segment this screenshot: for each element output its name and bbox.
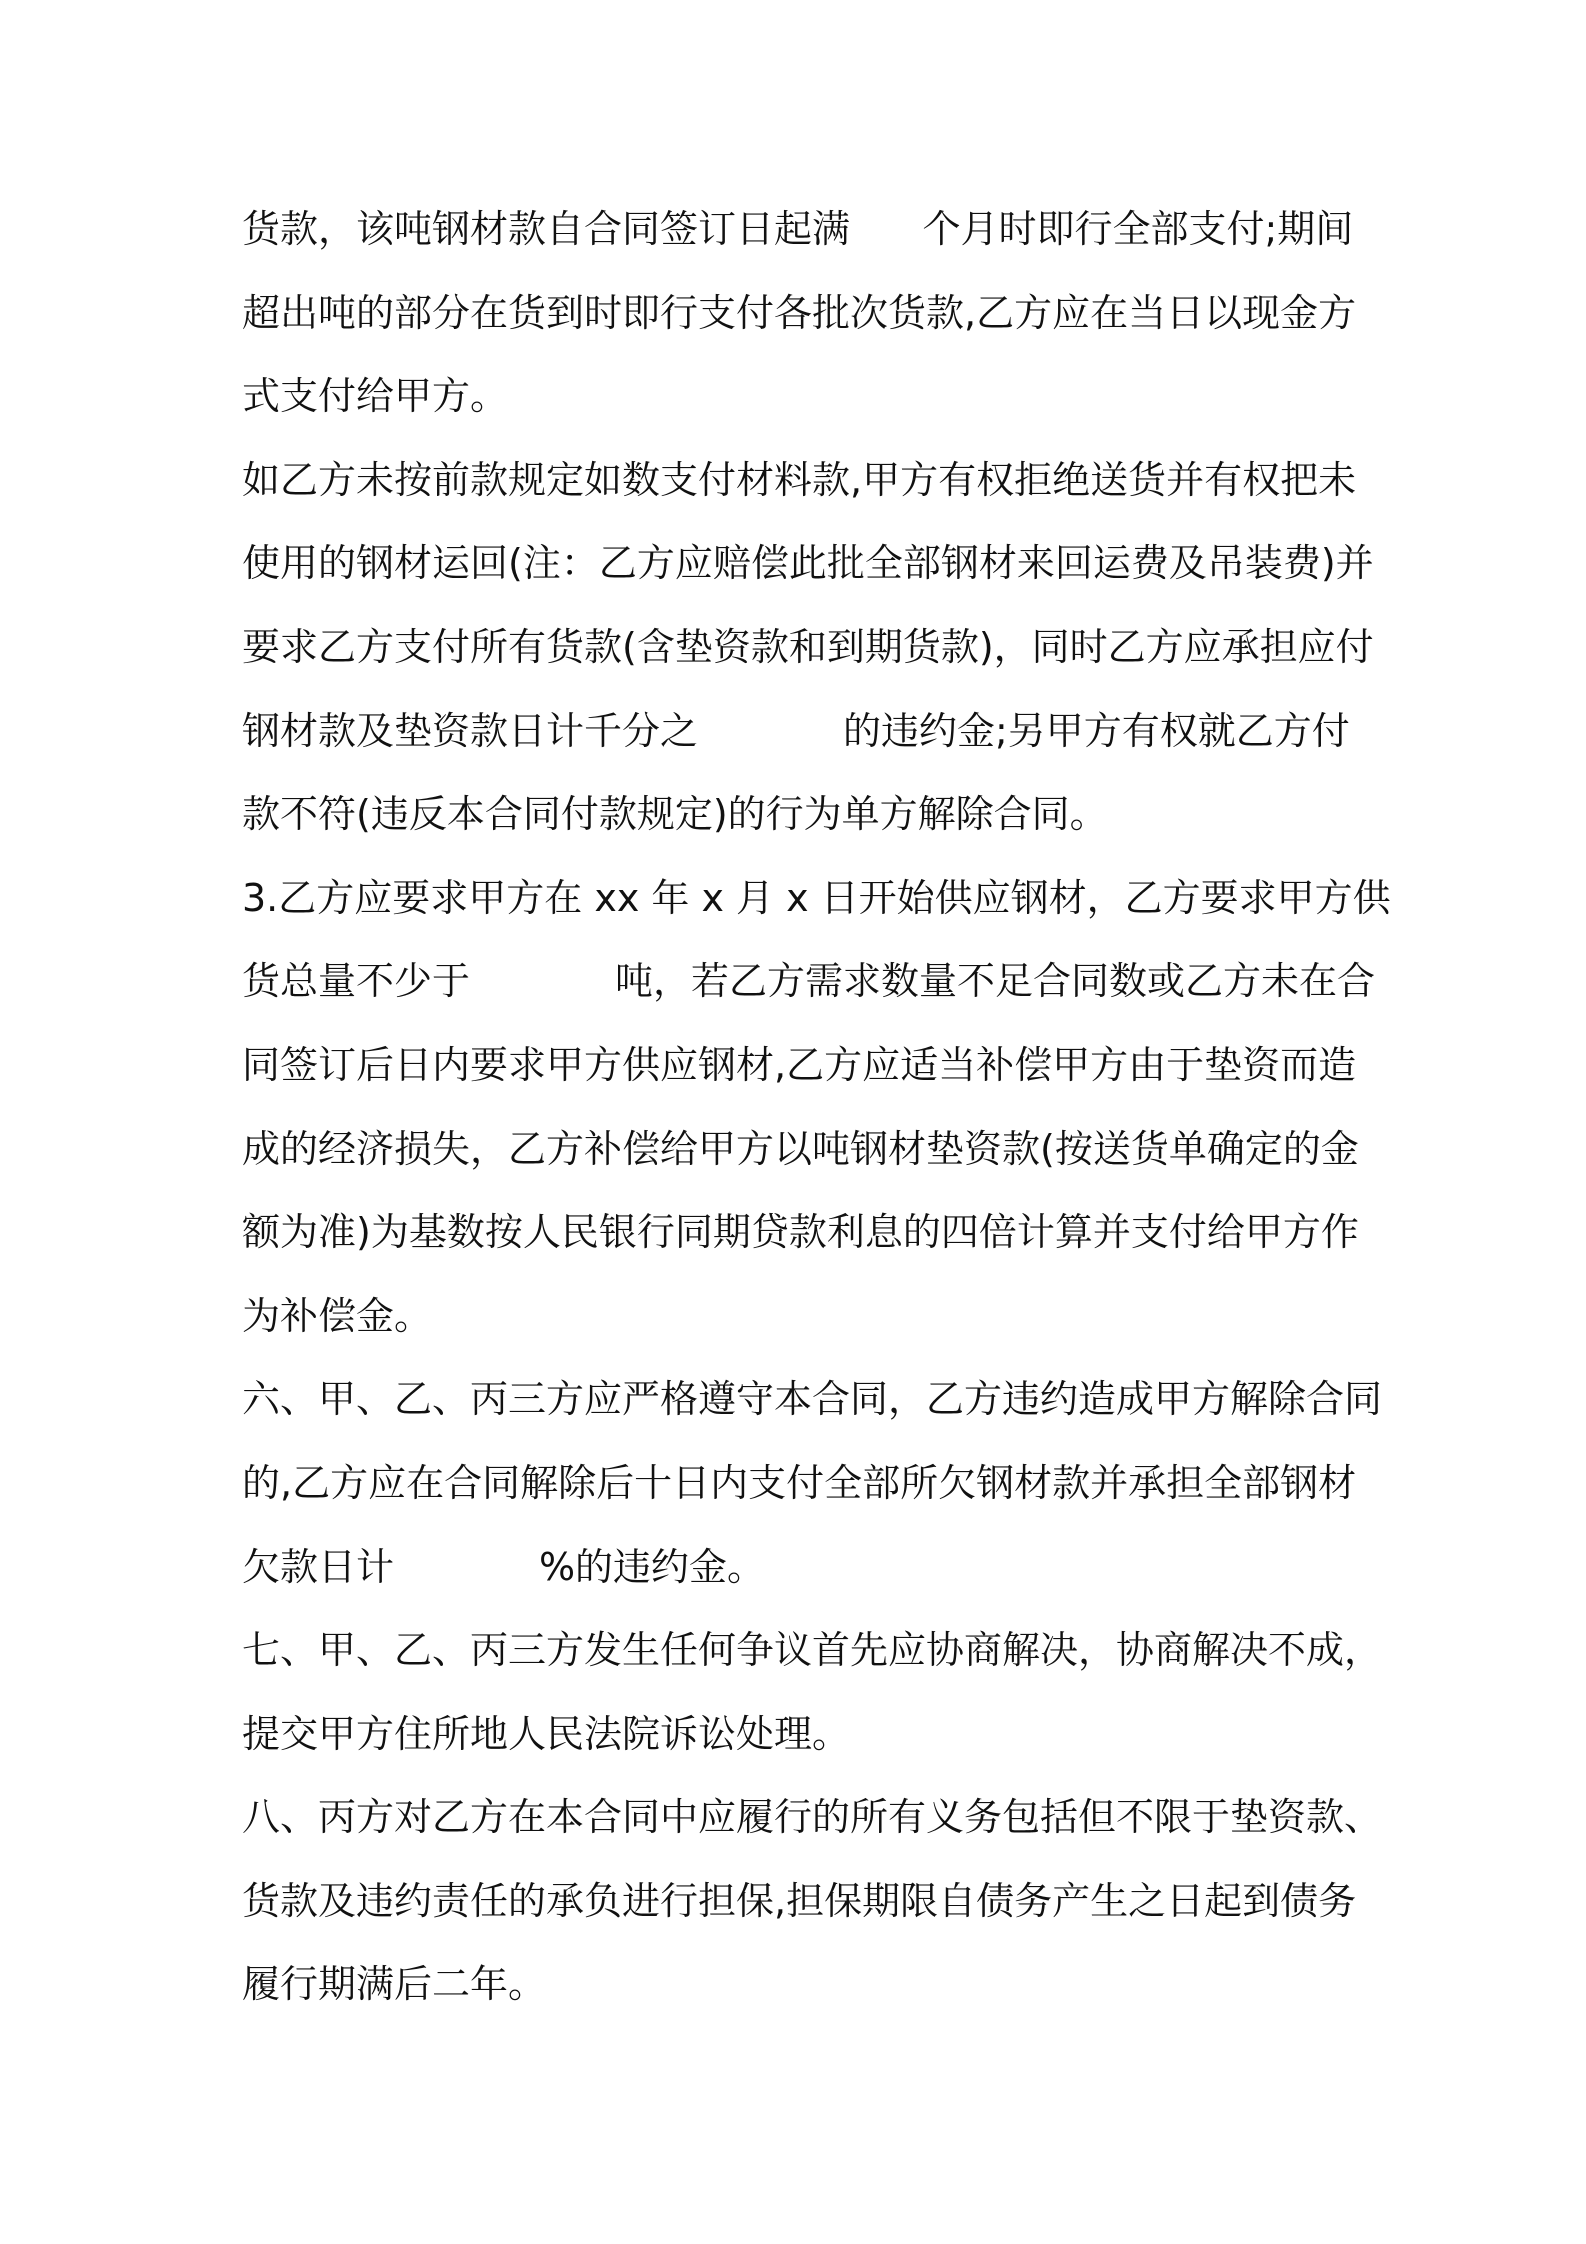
text-line: 款不符(违反本合同付款规定)的行为单方解除合同。	[242, 792, 1108, 837]
text-line: 如乙方未按前款规定如数支付材料款,甲方有权拒绝送货并有权把未	[242, 457, 1357, 502]
text-line: 要求乙方支付所有货款(含垫资款和到期货款)，同时乙方应承担应付	[242, 624, 1374, 669]
text-line: 为补偿金。	[242, 1293, 433, 1338]
text-line: 使用的钢材运回(注：乙方应赔偿此批全部钢材来回运费及吊装费)并	[242, 541, 1374, 586]
text-line: 的,乙方应在合同解除后十日内支付全部所欠钢材款并承担全部钢材	[242, 1460, 1357, 1505]
text-line: 提交甲方住所地人民法院诉讼处理。	[242, 1711, 851, 1756]
text-line: 货款及违约责任的承负进行担保,担保期限自债务产生之日起到债务	[242, 1878, 1357, 1923]
text-line: 七、甲、乙、丙三方发生任何争议首先应协商解决，协商解决不成，	[242, 1628, 1383, 1673]
text-line: 六、甲、乙、丙三方应严格遵守本合同，乙方违约造成甲方解除合同	[242, 1377, 1383, 1422]
text-line: 货款，该吨钢材款自合同签订日起满 个月时即行全部支付;期间	[242, 207, 1354, 251]
text-line: 同签订后日内要求甲方供应钢材,乙方应适当补偿甲方由于垫资而造	[242, 1042, 1357, 1087]
text-line: 履行期满后二年。	[242, 1962, 547, 2007]
text-line: 超出吨的部分在货到时即行支付各批次货款,乙方应在当日以现金方	[242, 290, 1357, 335]
text-line: 欠款日计 %的违约金。	[242, 1544, 766, 1589]
text-line: 货总量不少于 吨，若乙方需求数量不足合同数或乙方未在合	[242, 959, 1375, 1004]
document-body	[242, 198, 1391, 2037]
text-line: 式支付给甲方。	[242, 374, 509, 419]
text-line: 八、丙方对乙方在本合同中应履行的所有义务包括但不限于垫资款、	[242, 1795, 1383, 1840]
text-line: 钢材款及垫资款日计千分之 的违约金;另甲方有权就乙方付	[242, 708, 1350, 753]
text-line: 成的经济损失，乙方补偿给甲方以吨钢材垫资款(按送货单确定的金	[242, 1126, 1359, 1171]
text-line: 额为准)为基数按人民银行同期贷款利息的四倍计算并支付给甲方作	[242, 1210, 1359, 1255]
text-line: 3.乙方应要求甲方在 xx 年 x 月 x 日开始供应钢材，乙方要求甲方供	[242, 875, 1391, 920]
